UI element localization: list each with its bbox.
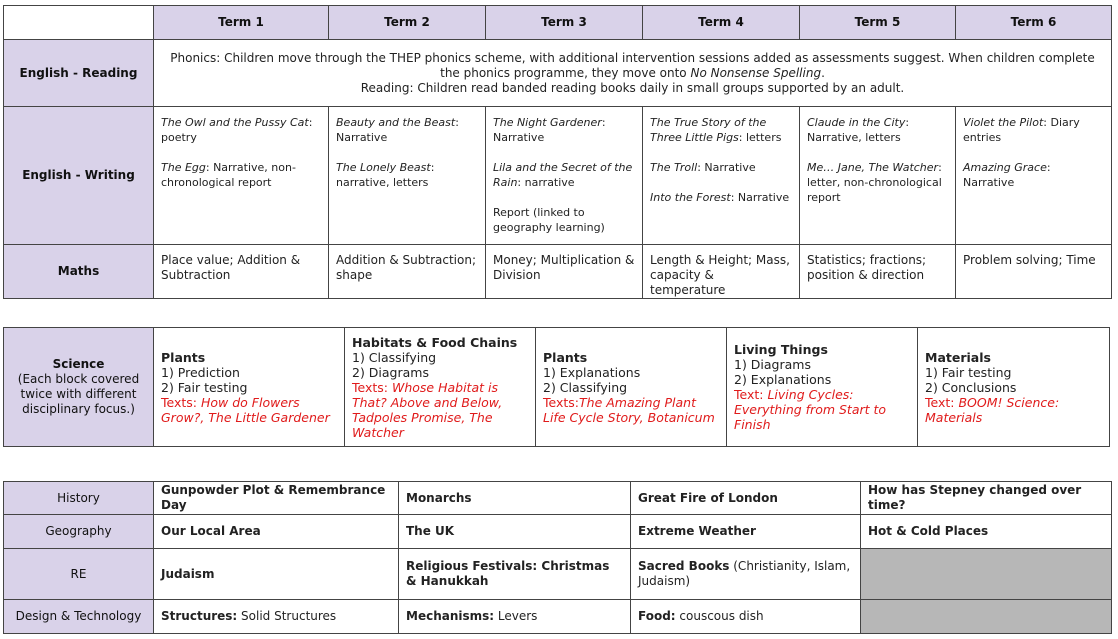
dt-strand: Mechanisms: — [406, 609, 495, 623]
row-label: RE — [4, 549, 154, 600]
dt-topic: couscous dish — [675, 609, 764, 623]
texts-prefix: Text: — [734, 387, 768, 402]
phonics-text: Phonics: Children move through the THEP phonics scheme, with additional intervention sessions added as assessments suggest. When children complete the phonics programme, they move onto — [170, 50, 1095, 80]
texts-list: BOOM! Science: Materials — [925, 394, 1060, 425]
science-table — [3, 327, 1110, 447]
re-topic-cell — [631, 549, 861, 600]
re-topic-detail: (Christianity, Islam, Judaism) — [638, 559, 851, 588]
term-header: Term 4 — [643, 6, 800, 40]
writing-type: : Diary entries — [963, 116, 1080, 144]
writing-cell — [643, 107, 800, 245]
writing-type: : narrative, letters — [336, 161, 435, 189]
geography-topic: Extreme Weather — [631, 515, 861, 549]
dt-topic-cell — [631, 600, 861, 634]
dt-topic: Solid Structures — [237, 609, 337, 623]
texts-list: How do Flowers Grow?, The Little Gardener — [161, 394, 330, 425]
row-label: Maths — [4, 245, 154, 299]
texts-prefix: Text: — [925, 394, 959, 410]
writing-cell — [486, 107, 643, 245]
geography-row — [4, 515, 1112, 549]
row-label: Design & Technology — [4, 600, 154, 634]
term-header: Term 1 — [154, 6, 329, 40]
focus-point: 1) Prediction — [161, 364, 240, 380]
science-label-cell — [4, 328, 154, 447]
english-reading-row — [4, 40, 1112, 107]
texts-prefix: Texts: — [543, 394, 580, 410]
book-title: The Lonely Beast — [336, 161, 431, 174]
writing-type: Report (linked to geography learning) — [493, 206, 605, 234]
book-title: The Troll — [650, 161, 698, 174]
writing-type: : poetry — [161, 116, 313, 144]
re-row — [4, 549, 1112, 600]
focus-point: 1) Diagrams — [734, 357, 811, 372]
maths-cell: Statistics; fractions; position & direction — [800, 245, 956, 299]
book-title: Lila and the Secret of the Rain — [493, 161, 633, 189]
phonics-title: No Nonsense Spelling — [690, 65, 822, 80]
book-title: The Night Gardener — [493, 116, 602, 129]
dt-topic: Levers — [494, 609, 538, 623]
row-label: History — [4, 482, 154, 515]
writing-type: : letters — [738, 131, 782, 144]
focus-point: 2) Fair testing — [161, 379, 248, 395]
texts-list: Whose Habitat is That? Above and Below, Tadpoles Promise, The Watcher — [352, 379, 503, 440]
empty-grey-cell — [861, 600, 1112, 634]
writing-type: : Narrative — [336, 116, 459, 144]
term-header: Term 3 — [486, 6, 643, 40]
design-technology-row — [4, 600, 1112, 634]
topic-title: Plants — [161, 349, 206, 365]
empty-grey-cell — [861, 549, 1112, 600]
row-label: Science — [52, 357, 105, 371]
phonics-end: . — [821, 65, 825, 80]
english-maths-table — [3, 5, 1112, 299]
history-topic: Gunpowder Plot & Remembrance Day — [154, 482, 399, 515]
science-row — [4, 328, 1110, 447]
writing-type: : Narrative — [493, 116, 606, 144]
dt-topic-cell — [399, 600, 631, 634]
book-title: Amazing Grace — [963, 161, 1047, 174]
focus-point: 1) Fair testing — [925, 364, 1012, 380]
term-header: Term 2 — [329, 6, 486, 40]
history-topic: Great Fire of London — [631, 482, 861, 515]
focus-point: 2) Explanations — [734, 372, 832, 387]
maths-cell: Money; Multiplication & Division — [486, 245, 643, 299]
dt-topic-cell — [154, 600, 399, 634]
writing-type: : letter, non-chronological report — [807, 161, 942, 204]
writing-type: : Narrative, letters — [807, 116, 910, 144]
writing-type: : Narrative — [697, 161, 756, 174]
writing-type: : Narrative — [730, 191, 790, 204]
book-title: The Owl and the Pussy Cat — [161, 116, 309, 129]
dt-strand: Structures: — [161, 609, 238, 623]
header-blank-cell — [4, 6, 154, 40]
focus-point: 1) Explanations — [543, 364, 641, 380]
book-title: The True Story of the Three Little Pigs — [650, 116, 767, 144]
history-topic: How has Stepney changed over time? — [861, 482, 1112, 515]
re-topic: Sacred Books — [638, 559, 730, 573]
texts-list: The Amazing Plant Life Cycle Story, Botanicum — [543, 394, 715, 425]
writing-cell — [154, 107, 329, 245]
texts-prefix: Texts: — [161, 394, 201, 410]
book-title: Me… Jane, The Watcher — [807, 161, 939, 174]
topic-title: Materials — [925, 349, 991, 365]
maths-cell: Length & Height; Mass, capacity & temperature — [643, 245, 800, 299]
term-header: Term 5 — [800, 6, 956, 40]
texts-prefix: Texts: — [352, 379, 392, 395]
re-topic: Religious Festivals: Christmas & Hanukkah — [399, 549, 631, 600]
geography-topic: The UK — [399, 515, 631, 549]
texts-list: Living Cycles: Everything from Start to Finish — [734, 387, 887, 432]
term-header: Term 6 — [956, 6, 1112, 40]
book-title: Into the Forest — [650, 191, 731, 204]
reading-text: Reading: Children read banded reading books daily in small groups supported by an adult. — [360, 80, 905, 95]
maths-cell: Place value; Addition & Subtraction — [154, 245, 329, 299]
book-title: Beauty and the Beast — [336, 116, 456, 129]
writing-type: : Narrative, non-chronological report — [161, 161, 296, 189]
focus-point: 2) Diagrams — [352, 364, 429, 380]
book-title: Claude in the City — [807, 116, 906, 129]
science-block — [345, 328, 536, 447]
topic-title: Plants — [543, 349, 588, 365]
geography-topic: Hot & Cold Places — [861, 515, 1112, 549]
dt-strand: Food: — [638, 609, 676, 623]
topic-title: Living Things — [734, 342, 828, 357]
science-note: (Each block covered twice with different disciplinary focus.) — [17, 372, 140, 416]
term-header-row — [4, 6, 1112, 40]
focus-point: 2) Classifying — [543, 379, 628, 395]
focus-point: 1) Classifying — [352, 349, 437, 365]
focus-point: 2) Conclusions — [925, 379, 1017, 395]
english-reading-cell — [154, 40, 1112, 107]
maths-cell: Problem solving; Time — [956, 245, 1112, 299]
writing-type: : Narrative — [963, 161, 1051, 189]
english-writing-row — [4, 107, 1112, 245]
science-block — [918, 328, 1110, 447]
maths-row — [4, 245, 1112, 299]
geography-topic: Our Local Area — [154, 515, 399, 549]
row-label: English - Writing — [4, 107, 154, 245]
book-title: The Egg — [161, 161, 206, 174]
foundation-subjects-table — [3, 481, 1112, 634]
writing-type: : narrative — [517, 176, 575, 189]
science-block — [154, 328, 345, 447]
writing-cell — [956, 107, 1112, 245]
history-topic: Monarchs — [399, 482, 631, 515]
science-block — [536, 328, 727, 447]
row-label: Geography — [4, 515, 154, 549]
writing-cell — [329, 107, 486, 245]
science-block — [727, 328, 918, 447]
writing-cell — [800, 107, 956, 245]
topic-title: Habitats & Food Chains — [352, 334, 518, 350]
history-row — [4, 482, 1112, 515]
maths-cell: Addition & Subtraction; shape — [329, 245, 486, 299]
row-label: English - Reading — [4, 40, 154, 107]
book-title: Violet the Pilot — [963, 116, 1044, 129]
re-topic: Judaism — [154, 549, 399, 600]
